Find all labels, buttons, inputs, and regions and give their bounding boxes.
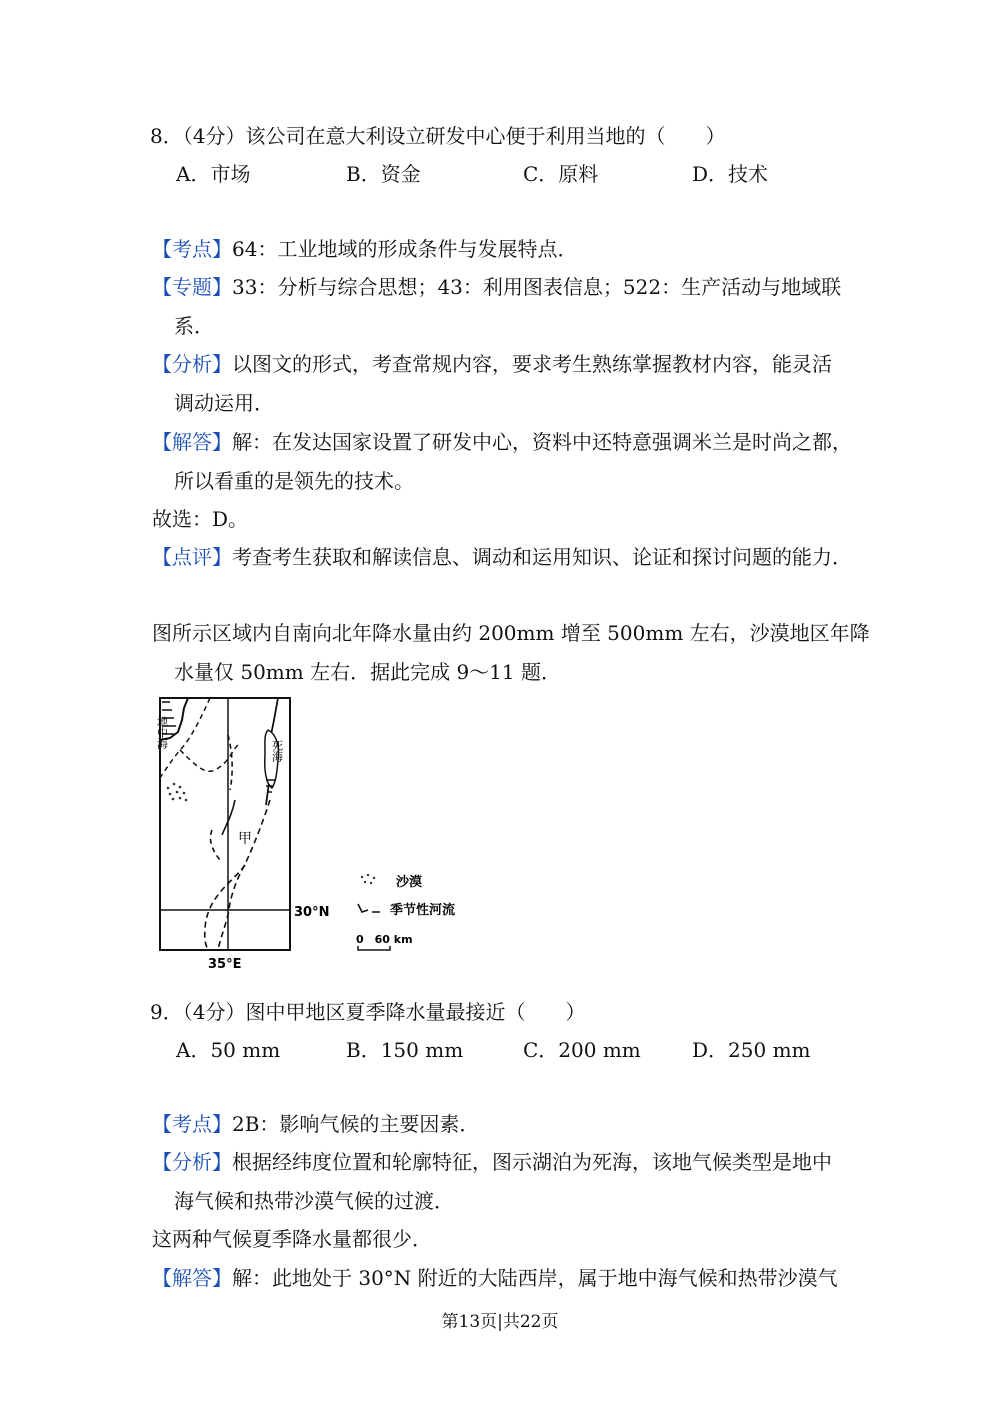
q9-option-a: A．50 mm — [176, 1038, 281, 1062]
river-segment-2 — [210, 830, 220, 860]
label-dead-sea: 死海 — [270, 740, 284, 762]
label-mediterranean: 地中海 — [155, 716, 169, 749]
a9-extra: 这两种气候夏季降水量都很少． — [152, 1227, 432, 1251]
a8-zhuanti — [152, 273, 841, 301]
q9-option-b: B．150 mm — [346, 1038, 464, 1062]
kaodian-text: 2B：影响气候的主要因素． — [232, 1112, 480, 1136]
legend-desert-label: 沙漠 — [396, 875, 423, 890]
jieda-text: 解：此地处于 30°N 附近的大陆西岸，属于地中海气候和热带沙漠气 — [232, 1266, 838, 1290]
jieda-tag: 【解答】 — [152, 1266, 232, 1290]
a9-fenxi — [152, 1148, 832, 1176]
a9-fenxi-cont: 海气候和热带沙漠气候的过渡． — [174, 1189, 454, 1213]
a8-jieda-cont: 所以看重的是领先的技术。 — [174, 469, 414, 493]
seasonal-river — [218, 800, 270, 950]
dianping-tag: 【点评】 — [152, 545, 232, 569]
scale-label: 0 60 km — [356, 933, 413, 946]
q9-stem: 9．（4分）图中甲地区夏季降水量最接近（ ） — [150, 1000, 586, 1024]
kaodian-tag: 【考点】 — [152, 237, 232, 261]
legend-river-symbol — [358, 904, 380, 912]
zhuanti-text: 33：分析与综合思想；43：利用图表信息；522：生产活动与地域联 — [232, 275, 842, 299]
a8-fenxi — [152, 350, 832, 378]
border-line-2 — [180, 745, 238, 771]
kaodian-tag: 【考点】 — [152, 1112, 232, 1136]
q9-option-c: C．200 mm — [523, 1038, 641, 1062]
fenxi-text: 根据经纬度位置和轮廓特征，图示湖泊为死海，该地气候类型是地中 — [232, 1150, 832, 1174]
q8-option-c: C．原料 — [523, 162, 599, 186]
fenxi-text: 以图文的形式，考查常规内容，要求考生熟练掌握教材内容，能灵活 — [232, 352, 832, 376]
region-map — [150, 690, 490, 975]
page-footer: 第13页|共22页 — [441, 1312, 559, 1332]
q8-option-d: D．技术 — [692, 162, 769, 186]
kaodian-text: 64：工业地域的形成条件与发展特点． — [232, 237, 578, 261]
legend-desert-symbol — [361, 874, 375, 884]
desert-dots — [167, 783, 188, 802]
q8-option-b: B．资金 — [346, 162, 421, 186]
a8-fenxi-cont: 调动运用． — [174, 391, 274, 415]
a9-jieda — [152, 1264, 838, 1292]
intro-line-2: 水量仅 50mm 左右．据此完成 9～11 题． — [174, 660, 561, 684]
a8-dianping — [152, 543, 852, 571]
a8-kaodian — [152, 235, 577, 263]
jieda-tag: 【解答】 — [152, 430, 232, 454]
legend-river-label: 季节性河流 — [390, 903, 456, 918]
q8-stem: 8．（4分）该公司在意大利设立研发中心便于利用当地的（ ） — [150, 124, 726, 148]
scale-bar — [358, 946, 390, 950]
q8-option-a: A．市场 — [176, 162, 251, 186]
label-35e: 35°E — [208, 957, 242, 972]
a8-answer: 故选：D。 — [152, 507, 249, 531]
a9-kaodian — [152, 1110, 479, 1138]
label-30n: 30°N — [294, 905, 330, 920]
dianping-text: 考查考生获取和解读信息、调动和运用知识、论证和探讨问题的能力． — [232, 545, 852, 569]
fenxi-tag: 【分析】 — [152, 352, 232, 376]
a8-zhuanti-cont: 系． — [174, 314, 214, 338]
label-jia: 甲 — [238, 831, 252, 847]
a8-jieda — [152, 428, 852, 456]
zhuanti-tag: 【专题】 — [152, 275, 232, 299]
fenxi-tag: 【分析】 — [152, 1150, 232, 1174]
q9-option-d: D．250 mm — [692, 1038, 811, 1062]
intro-line-1: 图所示区域内自南向北年降水量由约 200mm 增至 500mm 左右，沙漠地区年降 — [152, 621, 870, 645]
jieda-text: 解：在发达国家设置了研发中心，资料中还特意强调米兰是时尚之都， — [232, 430, 852, 454]
